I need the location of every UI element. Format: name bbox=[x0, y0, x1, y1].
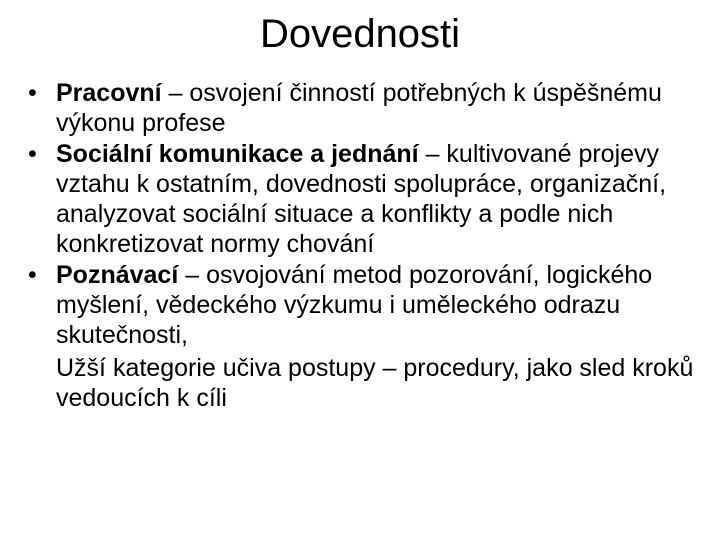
bullet-item-pracovni bbox=[28, 78, 698, 138]
continuation-paragraph: Užší kategorie učiva postupy – procedury, jako sled kroků vedoucích k cíli bbox=[56, 354, 694, 412]
bullet-icon: • bbox=[28, 140, 37, 168]
bullet-text: – osvojování metod pozorování, logického myšlení, vědeckého výzkumu i uměleckého odrazu skutečnosti, bbox=[56, 261, 653, 349]
bullet-term: Poznávací bbox=[56, 261, 179, 289]
slide-title: Dovednosti bbox=[259, 12, 461, 56]
bullet-text: – kultivované projevy vztahu k ostatním, dovednosti spolupráce, organizační, analyzovat sociální situace a konflikty a podle nich konkretizovat normy chování bbox=[56, 140, 667, 258]
bullet-term: Pracovní bbox=[56, 79, 162, 107]
bullet-icon: • bbox=[28, 79, 37, 107]
bullet-text: – osvojení činností potřebných k úspěšnému výkonu profese bbox=[56, 79, 662, 137]
bullet-list bbox=[28, 78, 698, 413]
bullet-term: Sociální komunikace a jednání bbox=[56, 140, 419, 168]
bullet-icon: • bbox=[28, 261, 37, 289]
bullet-item-socialni bbox=[28, 139, 698, 259]
bullet-item-poznavaci bbox=[28, 260, 698, 350]
